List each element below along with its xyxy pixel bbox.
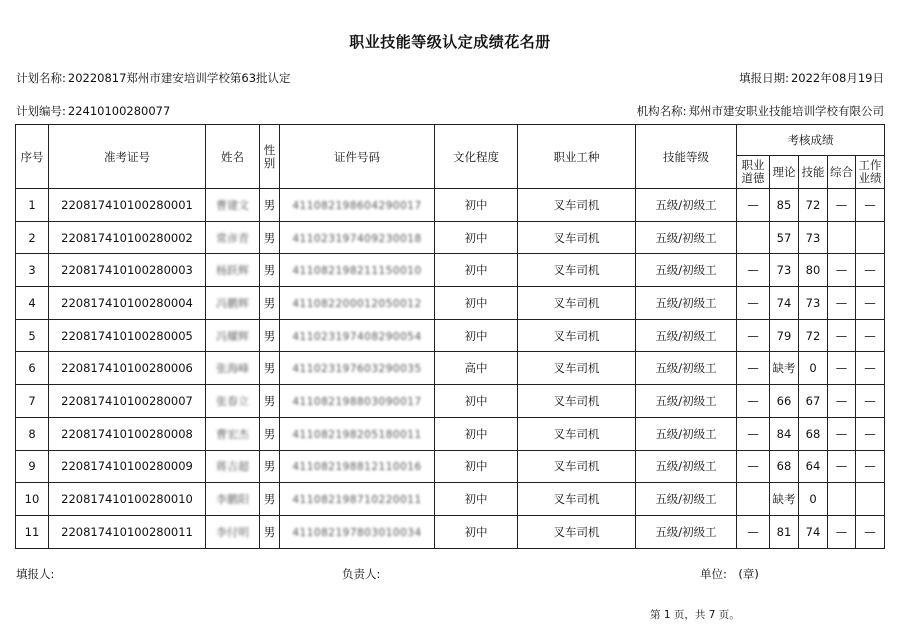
- cell-id-no: [280, 287, 435, 320]
- cell-education: 初中: [435, 287, 518, 320]
- cell-name-redacted-text: 常彦青: [216, 231, 249, 245]
- cell-education: 初中: [435, 385, 518, 418]
- col-header-overall: 综合: [828, 156, 856, 189]
- plan-no-label: 计划编号:: [16, 104, 66, 118]
- cell-overall: —: [828, 450, 856, 483]
- cell-job: 叉车司机: [518, 287, 636, 320]
- cell-name-redacted-text: 蒋吉超: [216, 460, 249, 474]
- cell-id-no: [280, 515, 435, 548]
- cell-ethics: [737, 483, 770, 516]
- cell-seq: 10: [16, 483, 49, 516]
- cell-id-no-redacted-text: 411082198211150010: [292, 265, 422, 278]
- cell-name: [206, 385, 260, 418]
- cell-education: 初中: [435, 515, 518, 548]
- cell-id-no: [280, 254, 435, 287]
- cell-job: 叉车司机: [518, 189, 636, 222]
- cell-id-no-redacted-text: 411082198803090017: [292, 395, 422, 408]
- cell-name: [206, 221, 260, 254]
- col-header-exam-no: 准考证号: [49, 125, 206, 189]
- cell-ethics: —: [737, 287, 770, 320]
- cell-ethics: —: [737, 417, 770, 450]
- cell-gender: 男: [260, 189, 280, 222]
- cell-id-no: [280, 450, 435, 483]
- cell-seq: 7: [16, 385, 49, 418]
- col-header-name: 姓名: [206, 125, 260, 189]
- col-header-level: 技能等级: [636, 125, 737, 189]
- cell-exam-no: 220817410100280002: [49, 221, 206, 254]
- col-header-work: 工作业绩: [856, 156, 885, 189]
- cell-ethics: [737, 221, 770, 254]
- table-row: [16, 515, 885, 548]
- cell-theory: 缺考: [770, 483, 799, 516]
- cell-work: [856, 221, 885, 254]
- cell-overall: —: [828, 352, 856, 385]
- cell-exam-no: 220817410100280005: [49, 319, 206, 352]
- cell-level: 五级/初级工: [636, 385, 737, 418]
- cell-exam-no: 220817410100280007: [49, 385, 206, 418]
- cell-work: [856, 483, 885, 516]
- cell-exam-no: 220817410100280010: [49, 483, 206, 516]
- cell-level: 五级/初级工: [636, 319, 737, 352]
- cell-gender: 男: [260, 483, 280, 516]
- cell-work: —: [856, 319, 885, 352]
- cell-work: —: [856, 254, 885, 287]
- table-row: [16, 417, 885, 450]
- cell-overall: [828, 221, 856, 254]
- cell-exam-no: 220817410100280006: [49, 352, 206, 385]
- cell-exam-no: 220817410100280003: [49, 254, 206, 287]
- org-value: 郑州市建安职业技能培训学校有限公司: [688, 104, 884, 118]
- plan-name-label: 计划名称:: [16, 71, 66, 85]
- cell-overall: —: [828, 287, 856, 320]
- cell-id-no: [280, 189, 435, 222]
- cell-skill: 80: [799, 254, 828, 287]
- cell-work: —: [856, 352, 885, 385]
- cell-name: [206, 319, 260, 352]
- cell-education: 初中: [435, 450, 518, 483]
- cell-level: 五级/初级工: [636, 450, 737, 483]
- cell-theory: 81: [770, 515, 799, 548]
- cell-name-redacted-text: 杨跃辉: [216, 264, 249, 278]
- cell-level: 五级/初级工: [636, 483, 737, 516]
- cell-id-no-redacted-text: 411082200012050012: [292, 297, 422, 310]
- cell-seq: 8: [16, 417, 49, 450]
- plan-name: [16, 70, 291, 86]
- cell-theory: 57: [770, 221, 799, 254]
- cell-id-no-redacted-text: 411023197408290054: [292, 330, 422, 343]
- cell-name-redacted-text: 曹建文: [216, 198, 249, 212]
- cell-level: 五级/初级工: [636, 287, 737, 320]
- cell-skill: 0: [799, 483, 828, 516]
- col-header-theory: 理论: [770, 156, 799, 189]
- cell-gender: 男: [260, 417, 280, 450]
- cell-theory: 84: [770, 417, 799, 450]
- cell-id-no-redacted-text: 411082197803010034: [292, 526, 422, 539]
- cell-name-redacted-text: 冯鹏辉: [216, 296, 249, 310]
- page-info: 第 1 页，共 7 页。: [650, 609, 740, 621]
- cell-exam-no: 220817410100280008: [49, 417, 206, 450]
- col-header-scores: 考核成绩: [737, 125, 885, 156]
- cell-overall: —: [828, 385, 856, 418]
- cell-skill: 68: [799, 417, 828, 450]
- cell-job: 叉车司机: [518, 254, 636, 287]
- cell-name-redacted-text: 张海峰: [216, 362, 249, 376]
- fill-date-label: 填报日期:: [739, 71, 789, 85]
- plan-no: [16, 103, 170, 119]
- cell-name: [206, 189, 260, 222]
- col-header-seq: 序号: [16, 125, 49, 189]
- cell-name: [206, 417, 260, 450]
- cell-name-redacted-text: 张春立: [216, 394, 249, 408]
- cell-level: 五级/初级工: [636, 352, 737, 385]
- cell-education: 初中: [435, 483, 518, 516]
- cell-skill: 67: [799, 385, 828, 418]
- cell-theory: 缺考: [770, 352, 799, 385]
- cell-name-redacted-text: 冯耀辉: [216, 329, 249, 343]
- cell-work: —: [856, 417, 885, 450]
- col-header-skill: 技能: [799, 156, 828, 189]
- fill-date: [739, 70, 884, 86]
- cell-level: 五级/初级工: [636, 515, 737, 548]
- cell-skill: 73: [799, 287, 828, 320]
- cell-seq: 11: [16, 515, 49, 548]
- cell-seq: 4: [16, 287, 49, 320]
- cell-theory: 74: [770, 287, 799, 320]
- cell-job: 叉车司机: [518, 385, 636, 418]
- table-row: [16, 189, 885, 222]
- responsible-label: 负责人:: [342, 567, 381, 581]
- col-header-education: 文化程度: [435, 125, 518, 189]
- cell-education: 初中: [435, 254, 518, 287]
- col-header-gender: 性别: [260, 125, 280, 189]
- cell-ethics: —: [737, 189, 770, 222]
- unit-seal-label: 单位: (章): [700, 567, 759, 581]
- cell-skill: 73: [799, 221, 828, 254]
- table-row: [16, 319, 885, 352]
- cell-name-redacted-text: 曹宏杰: [216, 427, 249, 441]
- cell-job: 叉车司机: [518, 221, 636, 254]
- cell-seq: 3: [16, 254, 49, 287]
- cell-id-no: [280, 221, 435, 254]
- cell-name: [206, 483, 260, 516]
- cell-overall: —: [828, 319, 856, 352]
- cell-id-no: [280, 417, 435, 450]
- table-row: [16, 287, 885, 320]
- table-row: [16, 483, 885, 516]
- cell-id-no-redacted-text: 411082198205180011: [292, 428, 422, 441]
- document-title: 职业技能等级认定成绩花名册: [349, 33, 551, 51]
- cell-job: 叉车司机: [518, 352, 636, 385]
- cell-overall: —: [828, 515, 856, 548]
- cell-ethics: —: [737, 352, 770, 385]
- cell-name: [206, 515, 260, 548]
- cell-education: 高中: [435, 352, 518, 385]
- filler-label: 填报人:: [16, 567, 55, 581]
- col-header-job: 职业工种: [518, 125, 636, 189]
- cell-overall: [828, 483, 856, 516]
- cell-skill: 64: [799, 450, 828, 483]
- cell-exam-no: 220817410100280009: [49, 450, 206, 483]
- cell-theory: 85: [770, 189, 799, 222]
- cell-id-no-redacted-text: 411082198604290017: [292, 199, 422, 212]
- cell-ethics: —: [737, 254, 770, 287]
- cell-name: [206, 352, 260, 385]
- plan-no-value: 22410100280077: [67, 104, 171, 118]
- cell-job: 叉车司机: [518, 450, 636, 483]
- cell-ethics: —: [737, 385, 770, 418]
- cell-exam-no: 220817410100280001: [49, 189, 206, 222]
- cell-work: —: [856, 450, 885, 483]
- score-roster-table: [15, 124, 885, 549]
- cell-education: 初中: [435, 189, 518, 222]
- org-label: 机构名称:: [636, 104, 687, 118]
- cell-exam-no: 220817410100280004: [49, 287, 206, 320]
- col-header-id-no: 证件号码: [280, 125, 435, 189]
- cell-gender: 男: [260, 287, 280, 320]
- cell-name-redacted-text: 李付明: [216, 525, 249, 539]
- cell-id-no-redacted-text: 411082198812110016: [292, 461, 422, 474]
- header-row-top: [16, 125, 885, 156]
- table-row: [16, 352, 885, 385]
- cell-name: [206, 287, 260, 320]
- cell-id-no-redacted-text: 411023197603290035: [292, 363, 422, 376]
- cell-theory: 73: [770, 254, 799, 287]
- cell-skill: 72: [799, 189, 828, 222]
- cell-gender: 男: [260, 254, 280, 287]
- cell-id-no: [280, 352, 435, 385]
- cell-job: 叉车司机: [518, 417, 636, 450]
- cell-seq: 5: [16, 319, 49, 352]
- col-header-ethics: 职业道德: [737, 156, 770, 189]
- cell-work: —: [856, 189, 885, 222]
- cell-level: 五级/初级工: [636, 221, 737, 254]
- table-row: [16, 450, 885, 483]
- cell-ethics: —: [737, 319, 770, 352]
- cell-job: 叉车司机: [518, 483, 636, 516]
- cell-exam-no: 220817410100280011: [49, 515, 206, 548]
- cell-job: 叉车司机: [518, 319, 636, 352]
- cell-overall: —: [828, 189, 856, 222]
- cell-job: 叉车司机: [518, 515, 636, 548]
- cell-skill: 0: [799, 352, 828, 385]
- table-row: [16, 385, 885, 418]
- cell-ethics: —: [737, 515, 770, 548]
- cell-theory: 68: [770, 450, 799, 483]
- cell-education: 初中: [435, 319, 518, 352]
- cell-theory: 79: [770, 319, 799, 352]
- cell-gender: 男: [260, 450, 280, 483]
- fill-date-value: 2022年08月19日: [790, 71, 884, 85]
- cell-work: —: [856, 385, 885, 418]
- plan-name-value: 20220817郑州市建安培训学校第63批认定: [67, 71, 291, 85]
- cell-level: 五级/初级工: [636, 254, 737, 287]
- cell-level: 五级/初级工: [636, 189, 737, 222]
- cell-id-no: [280, 483, 435, 516]
- cell-gender: 男: [260, 385, 280, 418]
- cell-seq: 6: [16, 352, 49, 385]
- cell-theory: 66: [770, 385, 799, 418]
- cell-education: 初中: [435, 417, 518, 450]
- cell-education: 初中: [435, 221, 518, 254]
- cell-seq: 1: [16, 189, 49, 222]
- cell-gender: 男: [260, 352, 280, 385]
- cell-seq: 9: [16, 450, 49, 483]
- cell-work: —: [856, 287, 885, 320]
- table-row: [16, 254, 885, 287]
- cell-name-redacted-text: 李鹏阳: [216, 493, 249, 507]
- cell-name: [206, 450, 260, 483]
- cell-gender: 男: [260, 319, 280, 352]
- cell-id-no: [280, 385, 435, 418]
- cell-overall: —: [828, 417, 856, 450]
- cell-skill: 74: [799, 515, 828, 548]
- cell-gender: 男: [260, 515, 280, 548]
- cell-id-no-redacted-text: 411023197409230018: [292, 232, 422, 245]
- cell-ethics: —: [737, 450, 770, 483]
- cell-work: —: [856, 515, 885, 548]
- cell-id-no: [280, 319, 435, 352]
- cell-overall: —: [828, 254, 856, 287]
- cell-id-no-redacted-text: 411082198710220011: [292, 494, 422, 507]
- cell-gender: 男: [260, 221, 280, 254]
- table-row: [16, 221, 885, 254]
- cell-skill: 72: [799, 319, 828, 352]
- cell-seq: 2: [16, 221, 49, 254]
- table-body: [16, 189, 885, 549]
- cell-name: [206, 254, 260, 287]
- cell-level: 五级/初级工: [636, 417, 737, 450]
- org-name: [637, 103, 884, 119]
